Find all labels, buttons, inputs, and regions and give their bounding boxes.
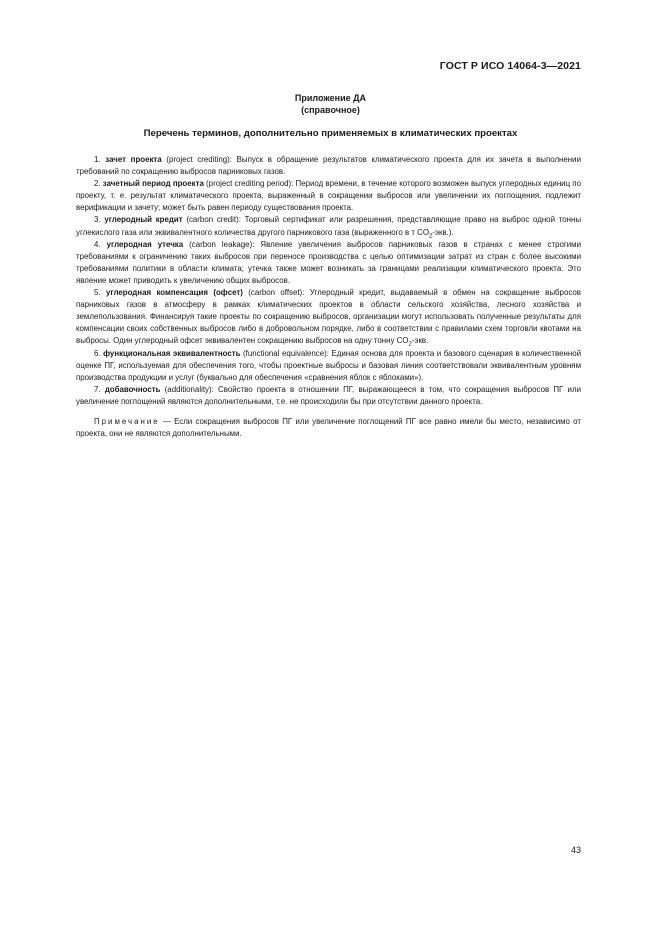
- term-entry: [76, 348, 581, 384]
- term-name: углеродная компенсация (офсет): [105, 288, 243, 298]
- term-entry: [76, 154, 581, 178]
- term-english: (project crediting):: [166, 155, 232, 164]
- annex-title: Приложение ДА: [294, 93, 367, 103]
- term-english: (carbon leakage):: [189, 239, 255, 249]
- term-number: 5.: [94, 288, 101, 298]
- term-definition: Углеродный кредит, выдаваемый в обмен на сокращение выбросов парниковых газов в атмосферу в рамках климатических проектов в области сельского хозяйства, лесного хозяйства и землепользования. Финансируя такие проекты по сокращению выбросов, организации могут использовать полученные результаты для компенсации своих собственных выбросов либо в добровольном порядке, либо в соответствии с правилами схем торговли квотами на выбросы. Один углеродный офсет эквивалентен сокращению выбросов на одну тонну CO: [76, 288, 581, 346]
- term-entry: [76, 214, 581, 238]
- term-english: (carbon credit):: [186, 215, 241, 225]
- note-text: — Если сокращения выбросов ПГ или увеличение поглощений ПГ все равно имели бы место, независимо от проекта, они не являются дополнительными.: [76, 416, 581, 439]
- term-entry: [76, 178, 581, 214]
- note-label: Примечание: [94, 416, 160, 426]
- term-definition: Явление увеличения выбросов парниковых газов в странах с менее строгими требованиями к ограничению таких выбросов при переносе производства с целью оптимизации затрат из стран с более высокими требованиями политики в области климата; утечка также может возникать за границами реализации климатического проекта. Это явление может приводить к увеличению общих выбросов.: [76, 239, 581, 285]
- subscript: 2: [429, 233, 433, 240]
- term-name: добавочность: [104, 384, 161, 394]
- section-subtitle: Перечень терминов, дополнительно применяемых в климатических проектах: [143, 128, 518, 139]
- term-name: зачетный период проекта: [102, 179, 204, 189]
- term-english: (project crediting period):: [206, 179, 294, 189]
- term-number: 6.: [94, 348, 101, 358]
- term-definition: Период времени, в течение которого возможен выпуск углеродных единиц по проекту, т. е. результат климатического проекта, выраженный в сокращении выбросов или увеличении их поглощения, подлежит верификации и зачету; может быть равен периоду существования проекта.: [76, 179, 581, 213]
- note-paragraph: [76, 416, 581, 440]
- term-english: (additionality):: [164, 384, 214, 394]
- term-english: (carbon offset):: [248, 288, 305, 298]
- term-definition-end: -экв.).: [432, 227, 454, 237]
- term-number: 4.: [94, 239, 101, 249]
- term-definition: Свойство проекта в отношении ПГ, выражающееся в том, что сокращения выбросов ПГ или увеличение поглощений являются дополнительными, т.е. не происходили бы при отсутствии данного проекта.: [76, 384, 581, 406]
- terms-list: [76, 154, 581, 440]
- term-definition: Единая основа для проекта и базового сценария в количественной оценке ПГ, используемая для обеспечения того, чтобы проектные выбросы и базовая линия соответствовали эквивалентным уровням производства продукции и услуг (буквально для обеспечения «сравнения яблок с яблоками»).: [76, 348, 581, 382]
- document-standard-header: ГОСТ Р ИСО 14064-3—2021: [439, 60, 581, 72]
- term-number: 2.: [94, 179, 101, 189]
- term-name: функциональная эквивалентность: [103, 348, 241, 358]
- term-definition: Выпуск в обращение результатов климатического проекта для их зачета в выполнении требований по сокращению выбросов парниковых газов.: [76, 155, 581, 177]
- term-definition: Торговый сертификат или разрешения, представляющие право на выброс одной тонны углекислого газа или эквивалентного количества другого парникового газа (выраженного в т CO: [76, 215, 581, 237]
- annex-status: (справочное): [301, 105, 360, 115]
- term-english: (functional equivalence):: [243, 348, 329, 358]
- term-entry: [76, 239, 581, 287]
- page-number: 43: [570, 845, 581, 855]
- term-number: 7.: [94, 384, 101, 394]
- subscript: 2: [408, 341, 412, 348]
- term-entry: [76, 287, 581, 347]
- term-definition-end: -экв.: [411, 336, 429, 346]
- term-entry: [76, 384, 581, 408]
- term-name: углеродная утечка: [106, 239, 184, 249]
- term-number: 3.: [94, 215, 101, 225]
- term-number: 1.: [94, 155, 101, 164]
- term-name: зачет проекта: [105, 155, 162, 164]
- annex-heading: [0, 92, 661, 116]
- term-name: углеродный кредит: [104, 215, 183, 225]
